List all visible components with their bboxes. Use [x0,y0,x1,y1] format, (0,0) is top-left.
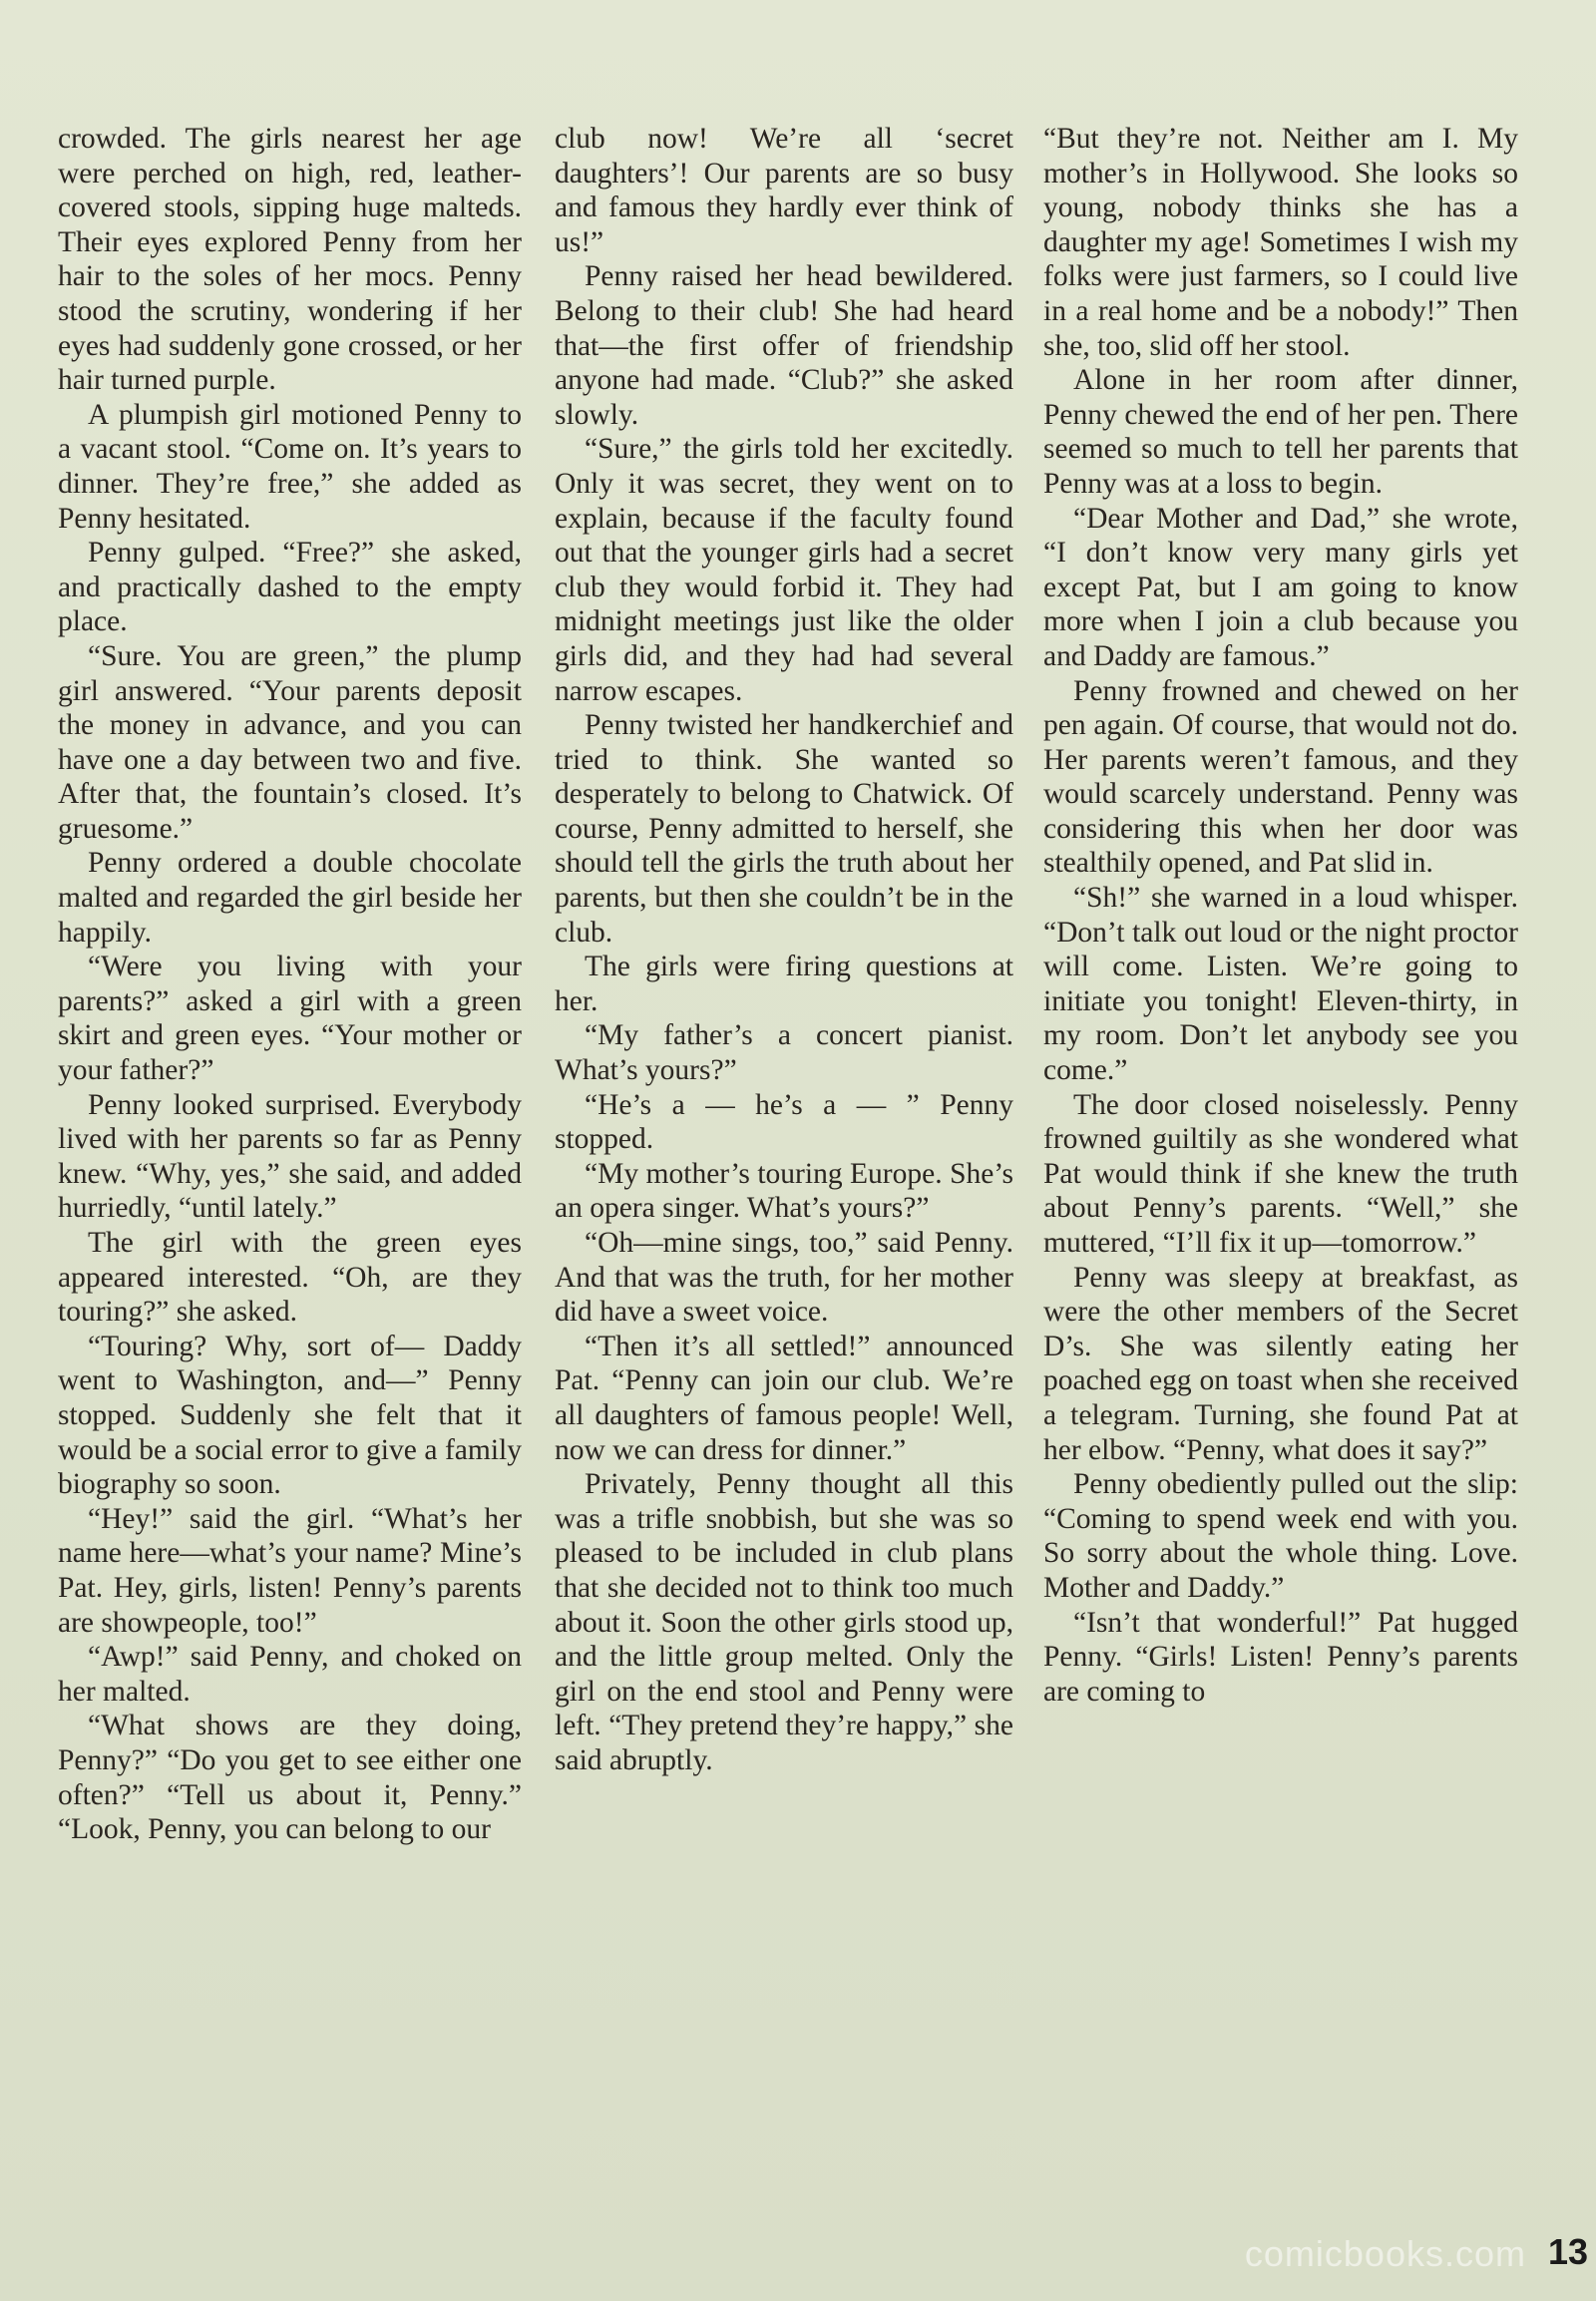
paragraph: “Then it’s all settled!” announced Pat. “Penny can join our club. We’re all daughters of famous people! Well, now we can dress for dinner.” [555,1330,1013,1466]
paragraph: Alone in her room after dinner, Penny chewed the end of her pen. There seemed so much to tell her parents that Penny was at a loss to begin. [1043,364,1518,500]
paragraph: “Sure,” the girls told her excitedly. Only it was secret, they went on to explain, because if the faculty found out that the younger girls had a secret club they would forbid it. They had midnight meetings just like the older girls did, and they had had several narrow escapes. [555,433,1013,707]
page-number: 13 [1547,2231,1588,2272]
paragraph: club now! We’re all ‘secret daughters’! Our parents are so busy and famous they hardly ever think of us!” [555,123,1013,258]
paragraph: crowded. The girls nearest her age were perched on high, red, leather-covered stools, sipping huge malteds. Their eyes explored Penny from her hair to the soles of her mocs. Penny stood the scrutiny, wondering if her eyes had suddenly gone crossed, or her hair turned purple. [58,123,522,397]
paragraph: “My mother’s touring Europe. She’s an opera singer. What’s yours?” [555,1157,1013,1225]
paragraph: Penny twisted her handkerchief and tried to think. She wanted so desperately to belong to Chatwick. Of course, Penny admitted to herself, she should tell the girls the truth about her parents, but then she couldn’t be in the club. [555,709,1013,949]
paragraph: A plumpish girl motioned Penny to a vacant stool. “Come on. It’s years to dinner. They’re free,” she added as Penny hesitated. [58,398,522,535]
paragraph: “Dear Mother and Dad,” she wrote, “I don’t know very many girls yet except Pat, but I am going to know more when I join a club because you and Daddy are famous.” [1043,502,1518,672]
paragraph: Penny frowned and chewed on her pen again. Of course, that would not do. Her parents weren’t famous, and they would scarcely understand. Penny was considering this when her door was stealthily opened, and Pat slid in. [1043,674,1518,880]
paragraph: The girls were firing questions at her. [555,951,1013,1017]
paragraph: Penny was sleepy at breakfast, as were the other members of the Secret D’s. She was silently eating her poached egg on toast when she received a telegram. Turning, she found Pat at her elbow. “Penny, what does it say?” [1043,1261,1518,1466]
paragraph: The girl with the green eyes appeared interested. “Oh, are they touring?” she asked. [58,1227,522,1329]
text-column-3 [1043,122,1518,1709]
paragraph: “Awp!” said Penny, and choked on her malted. [58,1641,522,1708]
text-column-2 [555,122,1013,1778]
paragraph: Penny raised her head bewildered. Belong to their club! She had heard that—the first offer of friendship anyone had made. “Club?” she asked slowly. [555,260,1013,431]
paragraph: “Sure. You are green,” the plump girl answered. “Your parents deposit the money in advance, and you can have one a day between two and five. After that, the fountain’s closed. It’s gruesome.” [58,639,522,845]
paragraph: “Were you living with your parents?” asked a girl with a green skirt and green eyes. “Your mother or your father?” [58,951,522,1087]
paragraph: “My father’s a concert pianist. What’s yours?” [555,1019,1013,1087]
paragraph: “Oh—mine sings, too,” said Penny. And that was the truth, for her mother did have a sweet voice. [555,1227,1013,1329]
paragraph: “But they’re not. Neither am I. My mother’s in Hollywood. She looks so young, nobody thinks she has a daughter my age! Sometimes I wish my folks were just farmers, so I could live in a real home and be a nobody!” Then she, too, slid off her stool. [1043,123,1518,362]
paragraph: “Touring? Why, sort of— Daddy went to Washington, and—” Penny stopped. Suddenly she felt that it would be a social error to give a family biography so soon. [58,1330,522,1501]
paragraph: “What shows are they doing, Penny?” “Do you get to see either one often?” “Tell us about it, Penny.” “Look, Penny, you can belong to our [58,1710,522,1846]
paragraph: “Isn’t that wonderful!” Pat hugged Penny. “Girls! Listen! Penny’s parents are coming to [1043,1606,1518,1708]
paragraph: The door closed noiselessly. Penny frowned guiltily as she wondered what Pat would think if she knew the truth about Penny’s parents. “Well,” she muttered, “I’ll fix it up—tomorrow.” [1043,1088,1518,1259]
text-column-1 [58,122,522,1847]
paragraph: Penny looked surprised. Everybody lived with her parents so far as Penny knew. “Why, yes,” she said, and added hurriedly, “until lately.” [58,1088,522,1225]
paragraph: “Hey!” said the girl. “What’s her name here—what’s your name? Mine’s Pat. Hey, girls, listen! Penny’s parents are showpeople, too!” [58,1502,522,1639]
paragraph: Penny ordered a double chocolate malted and regarded the girl beside her happily. [58,847,522,949]
paragraph: Privately, Penny thought all this was a trifle snobbish, but she was so pleased to be included in club plans that she decided not to think too much about it. Soon the other girls stood up, and the little group melted. Only the girl on the end stool and Penny were left. “They pretend they’re happy,” she said abruptly. [555,1468,1013,1776]
paragraph: “He’s a — he’s a — ” Penny stopped. [555,1088,1013,1156]
paragraph: Penny gulped. “Free?” she asked, and practically dashed to the empty place. [58,537,522,638]
watermark: comicbooks.com [1244,2233,1526,2274]
paragraph: “Sh!” she warned in a loud whisper. “Don’t talk out loud or the night proctor will come. Listen. We’re going to initiate you tonight! Eleven-thirty, in my room. Don’t let anybody see you come.” [1043,882,1518,1087]
paragraph: Penny obediently pulled out the slip: “Coming to spend week end with you. So sorry about the whole thing. Love. Mother and Daddy.” [1043,1468,1518,1604]
